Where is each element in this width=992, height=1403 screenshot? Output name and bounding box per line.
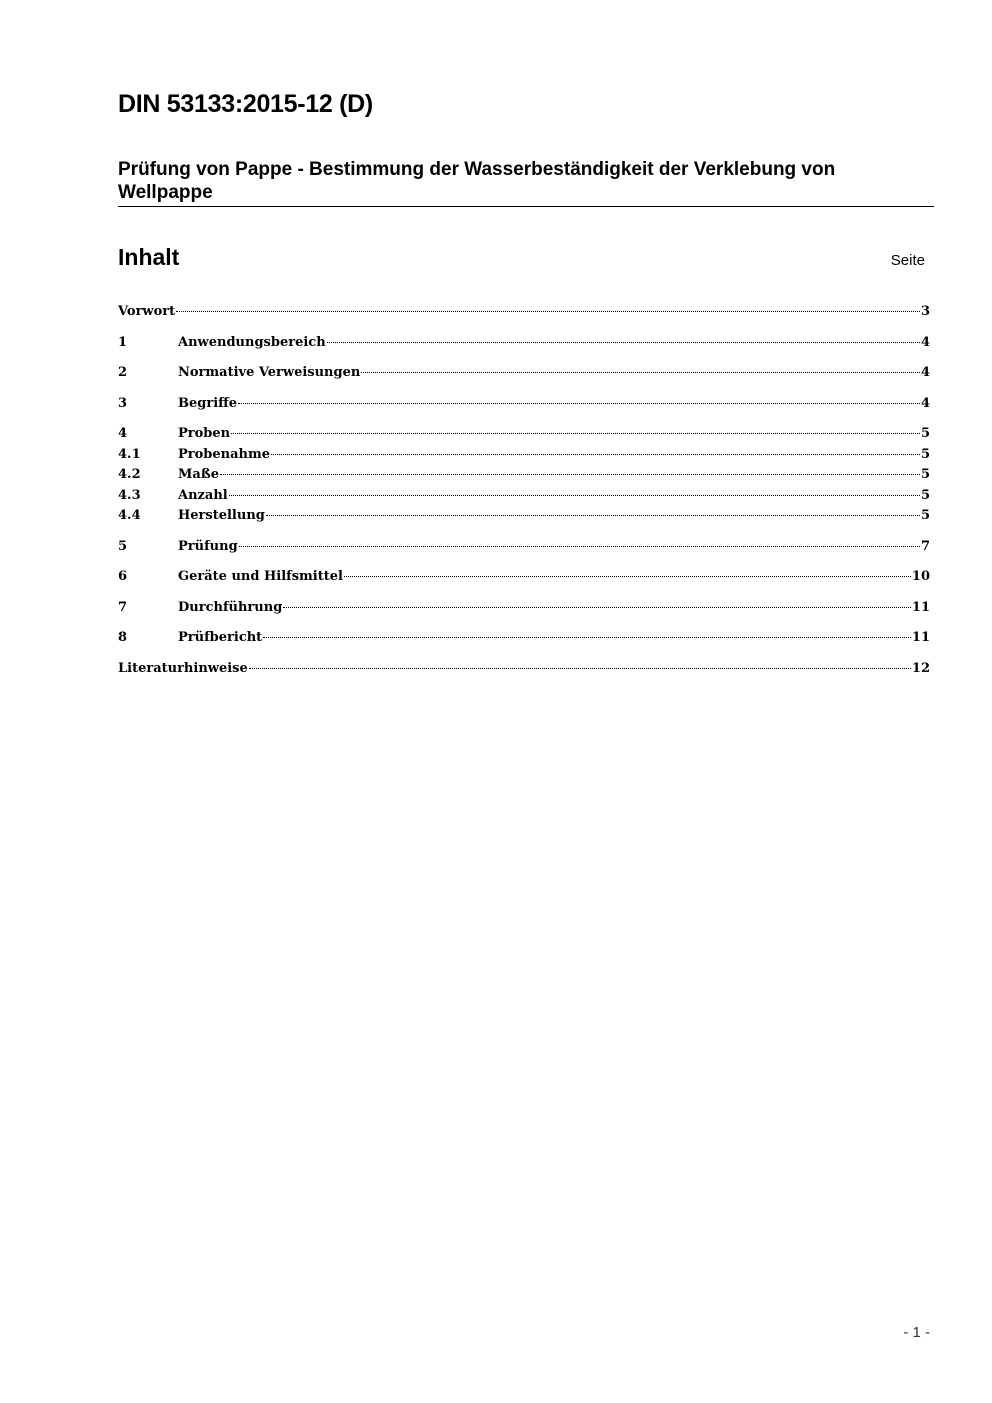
toc-leader-dots [361, 372, 920, 373]
toc-entry-number: 8 [118, 630, 128, 645]
toc-entry-number: 3 [118, 395, 128, 411]
toc-entry-number: 5 [118, 538, 128, 554]
document-title: DIN 53133:2015-12 (D) [118, 90, 373, 118]
toc-entry-page: 11 [911, 599, 930, 615]
toc-entry[interactable] [118, 363, 930, 384]
toc-entry-title: Durchführung [178, 599, 283, 615]
toc-entry[interactable] [118, 537, 930, 558]
toc-entry[interactable] [118, 659, 930, 680]
toc-entry-number: 1 [118, 334, 128, 350]
toc-page-column-label: Seite [890, 252, 925, 269]
toc-entry-page: 3 [920, 304, 930, 319]
toc-entry-page: 5 [920, 467, 930, 482]
toc-entry-number: 4 [118, 426, 128, 441]
toc-entry-number: 6 [118, 569, 128, 584]
page-number: - 1 - [903, 1324, 930, 1341]
toc-entry-page: 5 [920, 446, 930, 462]
toc-entry-title: Maße [178, 467, 219, 482]
toc-entry[interactable] [118, 394, 930, 415]
toc-entry[interactable] [118, 333, 930, 354]
toc-entry-number: 2 [118, 365, 128, 380]
toc-leader-dots [327, 342, 920, 343]
toc-entry-title: Prüfung [178, 538, 238, 554]
toc-entry-title: Vorwort [118, 304, 176, 319]
toc-leader-dots [220, 474, 920, 475]
toc-leader-dots [344, 576, 911, 577]
toc-leader-dots [263, 637, 911, 638]
toc-entry-page: 4 [920, 365, 930, 380]
toc-entry-title: Literaturhinweise [118, 660, 248, 676]
toc-entry-number: 4.3 [118, 487, 141, 503]
toc-entry-number: 7 [118, 599, 128, 615]
toc-leader-dots [239, 546, 920, 547]
toc-entry-page: 7 [920, 538, 930, 554]
toc-entry-page: 4 [920, 395, 930, 411]
document-subtitle: Prüfung von Pappe - Bestimmung der Wasserbeständigkeit der Verklebung von Wellpappe [118, 158, 934, 207]
toc-entry-title: Anzahl [178, 487, 228, 503]
toc-entry-page: 5 [920, 487, 930, 503]
toc-entry-title: Geräte und Hilfsmittel [178, 569, 343, 584]
toc-entry-title: Normative Verweisungen [178, 365, 361, 380]
toc-entry-title: Probenahme [178, 446, 271, 462]
toc-entry-title: Begriffe [178, 395, 238, 411]
toc-entry-title: Proben [178, 426, 231, 441]
toc-entry-number: 4.4 [118, 508, 141, 523]
toc-entry[interactable] [118, 598, 930, 619]
toc-entry-page: 4 [920, 334, 930, 350]
toc-entry[interactable] [118, 567, 930, 588]
toc-entry[interactable] [118, 424, 930, 445]
toc-entry-page: 5 [920, 508, 930, 523]
toc-leader-dots [229, 495, 920, 496]
toc-entry-page: 12 [911, 660, 930, 676]
toc-heading: Inhalt [118, 244, 180, 270]
toc-leader-dots [231, 433, 920, 434]
toc-entry-page: 10 [911, 569, 930, 584]
toc-entry[interactable] [118, 445, 930, 466]
toc-entry-title: Herstellung [178, 508, 265, 523]
toc-entry-title: Anwendungsbereich [178, 334, 326, 350]
toc-leader-dots [283, 607, 911, 608]
toc-leader-dots [266, 515, 920, 516]
toc-entry-number: 4.1 [118, 446, 141, 462]
toc-entry[interactable] [118, 628, 930, 649]
toc-leader-dots [176, 311, 920, 312]
toc-entry-page: 11 [911, 630, 930, 645]
toc-entry-page: 5 [920, 426, 930, 441]
toc-leader-dots [271, 454, 920, 455]
toc-leader-dots [249, 668, 911, 669]
toc-entry-number: 4.2 [118, 467, 141, 482]
toc-entry[interactable] [118, 302, 930, 323]
toc-entry[interactable] [118, 486, 930, 507]
toc-entry[interactable] [118, 465, 930, 486]
toc-entry-title: Prüfbericht [178, 630, 263, 645]
table-of-contents [118, 302, 930, 679]
toc-entry[interactable] [118, 506, 930, 527]
toc-leader-dots [238, 403, 920, 404]
